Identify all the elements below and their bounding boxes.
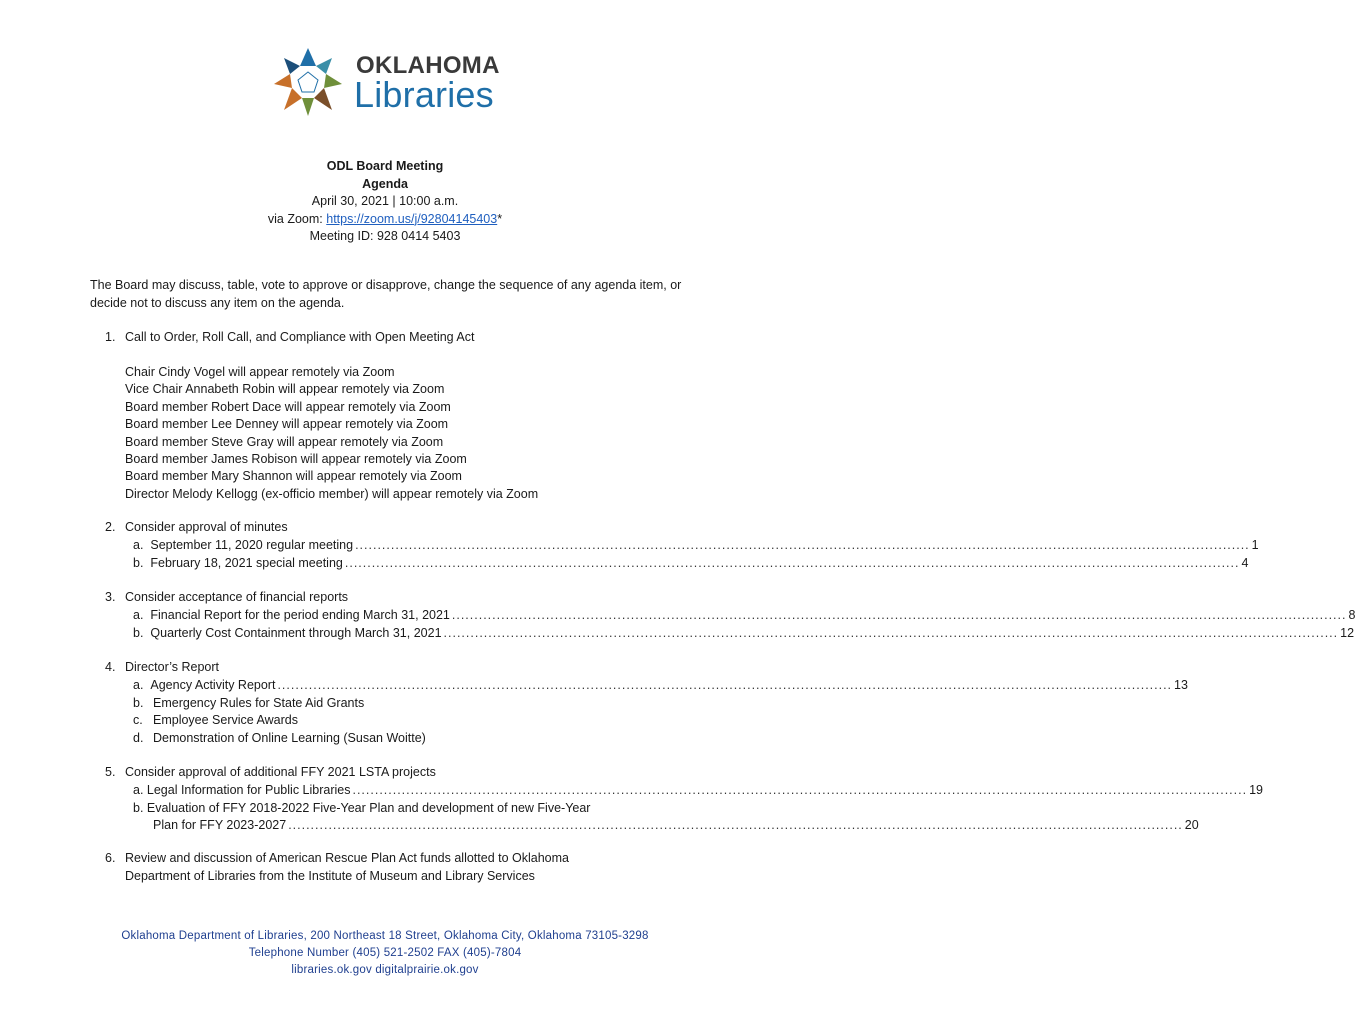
entry-letter: c. — [133, 713, 143, 727]
attendance-line: Chair Cindy Vogel will appear remotely via Zoom — [125, 365, 395, 379]
dot-leader: ........................................................................................................................................................................................................ — [277, 678, 1173, 692]
toc-entry[interactable] — [133, 607, 1355, 625]
item-text: Consider approval of additional FFY 2021 LSTA projects — [125, 765, 436, 779]
entry-text: Demonstration of Online Learning (Susan Woitte) — [153, 730, 426, 745]
toc-entry[interactable] — [133, 782, 1263, 800]
agenda-heading: Agenda — [362, 176, 408, 191]
dot-leader: ........................................................................................................................................................................................................ — [355, 538, 1250, 552]
entry-text: a. Legal Information for Public Libraries — [133, 783, 351, 797]
item-number: 1. — [105, 330, 116, 344]
page-footer — [0, 928, 770, 979]
entry-text: b. Evaluation of FFY 2018-2022 Five-Year Plan and development of new Five-Year — [133, 800, 591, 815]
page-number: 20 — [1184, 818, 1199, 832]
dot-leader: ........................................................................................................................................................................................................ — [451, 608, 1347, 622]
item-number: 3. — [105, 590, 116, 604]
item-number: 2. — [105, 520, 116, 534]
item-text-continued: Department of Libraries from the Institute of Museum and Library Services — [125, 868, 535, 883]
attendance-line: Board member Steve Gray will appear remotely via Zoom — [125, 434, 444, 449]
entry-letter: b. — [133, 695, 144, 710]
attendance-line: Board member Robert Dace will appear remotely via Zoom — [125, 399, 451, 414]
item-text: Consider approval of minutes — [125, 520, 288, 534]
entry-letter: a. — [133, 538, 144, 552]
entry-letter: b. — [133, 555, 144, 570]
meeting-header — [0, 158, 770, 246]
zoom-line — [0, 211, 770, 229]
attendance-line: Vice Chair Annabeth Robin will appear remotely via Zoom — [125, 382, 445, 397]
dot-leader: ........................................................................................................................................................................................................ — [288, 818, 1183, 832]
entry-text: Employee Service Awards — [153, 713, 298, 727]
agenda-item-4 — [105, 659, 1188, 749]
page-number: 12 — [1340, 625, 1355, 640]
page-number: 4 — [1241, 555, 1249, 570]
item-text: Call to Order, Roll Call, and Compliance with Open Meeting Act — [125, 330, 475, 344]
entry-text: Financial Report for the period ending March 31, 2021 — [150, 608, 450, 622]
zoom-link[interactable]: https://zoom.us/j/92804145403 — [326, 211, 498, 226]
item-number: 5. — [105, 765, 116, 779]
agenda-item-6 — [105, 850, 685, 890]
item-text: Director’s Report — [125, 660, 220, 674]
page-number: 8 — [1348, 608, 1355, 622]
oklahoma-libraries-logo — [270, 44, 510, 120]
attendance-line: Board member James Robison will appear remotely via Zoom — [125, 452, 467, 467]
logo-text-libraries: Libraries — [354, 74, 494, 115]
footer-phone: Telephone Number (405) 521-2502 FAX (405)-7804 — [248, 947, 522, 959]
logo-text-oklahoma: OKLAHOMA — [356, 52, 500, 79]
entry-text: Agency Activity Report — [150, 678, 276, 692]
intro-paragraph: The Board may discuss, table, vote to approve or disapprove, change the sequence of any agenda item, or decide not to discuss any item on the agenda. — [90, 278, 682, 310]
item-text: Review and discussion of American Rescue Plan Act funds allotted to Oklahoma — [125, 851, 569, 865]
entry-text: Plan for FFY 2023-2027 — [153, 818, 287, 832]
meeting-date: April 30, 2021 | 10:00 a.m. — [311, 194, 459, 208]
agenda-item-5 — [105, 764, 1263, 836]
entry-text: Quarterly Cost Containment through March 31, 2021 — [150, 625, 442, 640]
zoom-prefix: via Zoom: — [267, 211, 327, 226]
attendance-line: Board member Lee Denney will appear remotely via Zoom — [125, 417, 449, 432]
toc-entry[interactable] — [133, 677, 1188, 695]
entry-letter: a. — [133, 678, 144, 692]
entry-text: Emergency Rules for State Aid Grants — [153, 695, 365, 710]
item-number: 6. — [105, 851, 116, 865]
entry-letter: d. — [133, 730, 144, 745]
toc-entry[interactable] — [153, 817, 1199, 835]
agenda-item-3 — [105, 589, 1355, 649]
item-number: 4. — [105, 660, 116, 674]
footer-websites[interactable]: libraries.ok.gov digitalprairie.ok.gov — [291, 964, 479, 976]
attendance-line: Board member Mary Shannon will appear remotely via Zoom — [125, 469, 462, 484]
item-text: Consider acceptance of financial reports — [125, 590, 349, 604]
sub-item — [133, 800, 685, 818]
agenda-item-2 — [105, 519, 1259, 579]
entry-text: February 18, 2021 special meeting — [150, 555, 343, 570]
meeting-title: ODL Board Meeting — [326, 159, 444, 173]
page-number: 13 — [1174, 678, 1188, 692]
page-number: 19 — [1249, 783, 1263, 797]
star-logo-icon — [270, 44, 346, 120]
toc-entry[interactable] — [133, 537, 1259, 555]
footer-address: Oklahoma Department of Libraries, 200 Northeast 18 Street, Oklahoma City, Oklahoma 73105-3298 — [121, 930, 649, 942]
dot-leader: ........................................................................................................................................................................................................ — [344, 555, 1240, 570]
attendance-list — [125, 364, 538, 503]
page-number: 1 — [1251, 538, 1259, 552]
toc-entry[interactable] — [133, 625, 1355, 643]
entry-letter: a. — [133, 608, 144, 622]
zoom-suffix: * — [497, 211, 503, 226]
entry-text: September 11, 2020 regular meeting — [150, 538, 354, 552]
entry-letter: b. — [133, 625, 144, 640]
dot-leader: ........................................................................................................................................................................................................ — [352, 783, 1248, 797]
meeting-id: Meeting ID: 928 0414 5403 — [309, 229, 461, 243]
toc-entry[interactable] — [133, 555, 1249, 573]
dot-leader: ........................................................................................................................................................................................................ — [443, 625, 1339, 640]
attendance-line: Director Melody Kellogg (ex-officio member) will appear remotely via Zoom — [125, 486, 539, 501]
